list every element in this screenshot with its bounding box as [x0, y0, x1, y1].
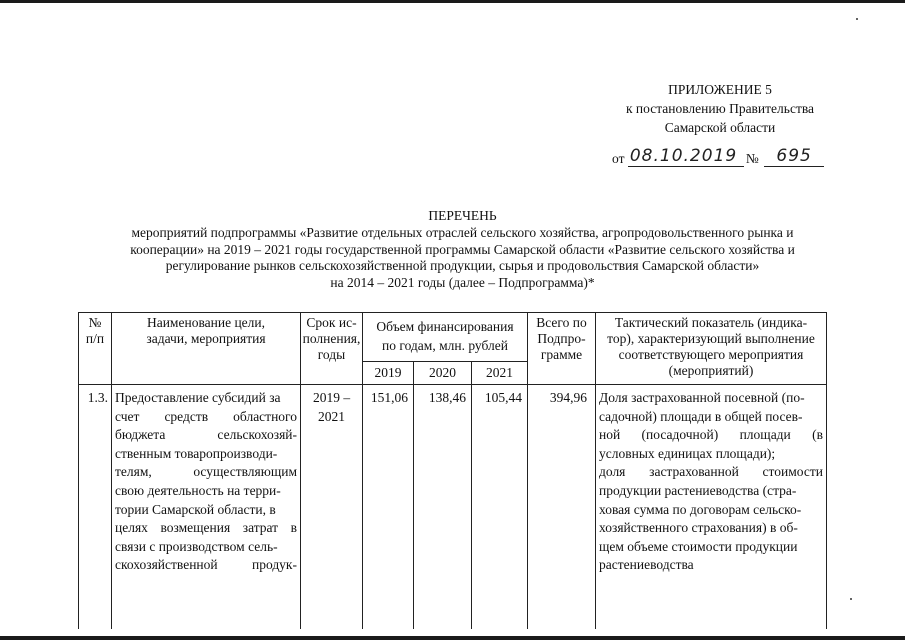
- header-row: [79, 313, 827, 362]
- table-row: [79, 385, 827, 630]
- header-total: Всего по Подпро- грамме: [528, 313, 596, 385]
- scan-speck: [850, 598, 852, 600]
- appendix-title: ПРИЛОЖЕНИЕ 5: [668, 82, 772, 97]
- row-measure-name: Предоставление субсидий за счет средств областного бюджета сельскохозяй- ственным товаропроизводи- телям, осуществляющим свою деятельность на терри- тории Самарской области, в целях возмещения затрат в связи с производством сель- скохозяйственной продук-: [112, 385, 301, 630]
- title-line: регулирование рынков сельскохозяйственной продукции, сырья и продовольствия Самарской области»: [165, 258, 760, 274]
- title-line: мероприятий подпрограммы «Развитие отдельных отраслей сельского хозяйства, агропродовольственного рынка и: [131, 225, 794, 241]
- title-heading: ПЕРЕЧЕНЬ: [428, 208, 497, 223]
- title-line: кооперации» на 2019 – 2021 годы государственной программы Самарской области «Развитие сельского хозяйства и: [130, 241, 795, 257]
- header-indicator: Тактический показатель (индика- тор), характеризующий выполнение соответствующего мероприятия (мероприятий): [596, 313, 827, 385]
- document-title: [60, 208, 865, 291]
- scan-edge-bottom: [0, 636, 905, 640]
- header-term: Срок ис- полнения, годы: [301, 313, 363, 385]
- number-sign: №: [745, 151, 759, 166]
- appendix-line: к постановлению Правительства: [625, 101, 815, 116]
- header-year-2021: 2021: [472, 362, 528, 385]
- header-num: № п/п: [79, 313, 112, 385]
- scan-edge-top: [0, 0, 905, 3]
- header-name: Наименование цели, задачи, мероприятия: [112, 313, 301, 385]
- row-number: 1.3.: [79, 385, 112, 630]
- scan-speck: [856, 18, 858, 20]
- header-year-2019: 2019: [363, 362, 414, 385]
- header-funding: Объем финансирования по годам, млн. рублей: [363, 313, 528, 362]
- resolution-date-line: [612, 146, 824, 168]
- row-value-2019: 151,06: [363, 385, 414, 630]
- row-value-2020: 138,46: [414, 385, 472, 630]
- appendix-block: [600, 80, 840, 137]
- row-term: 2019 – 2021: [301, 385, 363, 630]
- title-line: на 2014 – 2021 годы (далее – Подпрограмма)*: [330, 274, 595, 290]
- handwritten-number: 695: [764, 146, 824, 167]
- header-year-2020: 2020: [414, 362, 472, 385]
- appendix-line: Самарской области: [664, 120, 776, 135]
- date-prefix: от: [612, 151, 625, 166]
- row-total: 394,96: [528, 385, 596, 630]
- row-indicator: Доля застрахованной посевной (по- садочной) площади в общей посев- ной (посадочной) площади (в условных единицах площади); доля застрахованной стоимости продукции растениеводства (стра- ховая сумма по договорам сельско- хозяйственного страхования) в об- щем объеме стоимости продукции растениеводства: [596, 385, 827, 630]
- row-value-2021: 105,44: [472, 385, 528, 630]
- measures-table: [78, 312, 827, 629]
- handwritten-date: 08.10.2019: [628, 146, 744, 167]
